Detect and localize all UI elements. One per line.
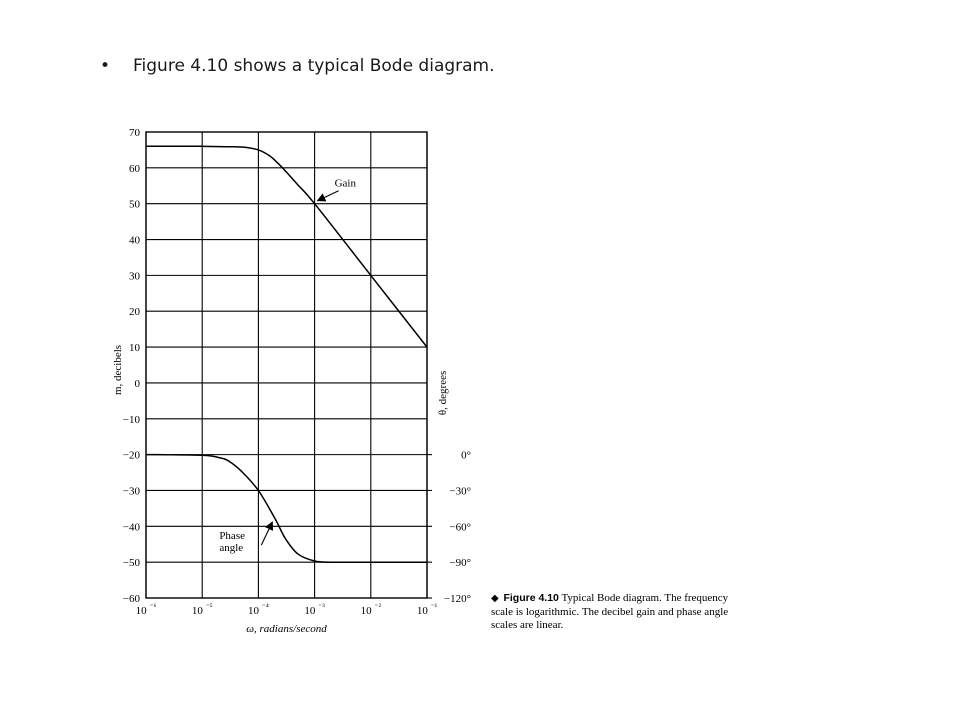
y2-tick-label: 0° — [461, 449, 471, 462]
axes — [146, 132, 432, 598]
phase-angle-curve — [146, 455, 427, 563]
y-tick-label: −10 — [122, 413, 140, 426]
slide-body-text: Figure 4.10 shows a typical Bode diagram. — [133, 56, 495, 76]
y2-axis-title: θ, degrees — [437, 370, 449, 416]
y-tick-label: 20 — [129, 306, 140, 319]
x-tick-label: 10 $^{^{-5}}$ — [191, 602, 213, 617]
y-axis-title: m, decibels — [112, 344, 124, 396]
y-tick-label: 60 — [129, 162, 140, 175]
y-tick-label: 30 — [129, 270, 140, 283]
y2-tick-label: −30° — [449, 485, 471, 498]
caption-marker: ◆ — [491, 593, 499, 604]
y-tick-label: −50 — [122, 557, 140, 570]
y2-tick-label: −60° — [449, 521, 471, 534]
y2-tick-label: −120° — [443, 593, 471, 605]
phase-annotation-label: angle — [219, 542, 244, 555]
x-tick-label: 10 $^{^{-1}}$ — [416, 602, 438, 617]
gain-annotation-arrow — [318, 191, 339, 201]
plot-frame — [146, 132, 427, 598]
y-tick-label: 40 — [129, 234, 140, 247]
series — [146, 146, 427, 562]
x-axis-title: ω, radians/second — [246, 623, 327, 635]
y-tick-label: −40 — [122, 521, 140, 534]
y2-tick-label: −90° — [449, 557, 471, 570]
y-tick-label: −30 — [122, 485, 140, 498]
y-tick-label: −60 — [122, 593, 140, 605]
x-tick-label: 10 $^{^{-4}}$ — [248, 602, 269, 617]
y-tick-label: 50 — [129, 198, 140, 211]
caption-text: Typical Bode diagram. The frequency scale is logarithmic. The decibel gain and phase angle scales are linear. — [491, 592, 729, 631]
y-tick-label: 0 — [134, 377, 140, 390]
y-tick-label: 70 — [129, 127, 140, 139]
phase-annotation-label: Phase — [219, 530, 245, 543]
gain-curve — [146, 146, 427, 347]
phase-annotation-arrow — [261, 522, 272, 545]
bullet-marker: • — [100, 56, 111, 76]
x-tick-label: 10 $^{^{-3}}$ — [304, 602, 325, 617]
x-tick-label: 10 $^{^{-6}}$ — [135, 602, 157, 617]
gain-annotation-label: Gain — [334, 177, 356, 190]
y-tick-label: 10 — [129, 342, 140, 355]
caption-figure-number: Figure 4.10 — [503, 592, 559, 604]
grid — [146, 132, 427, 598]
figure-caption — [491, 592, 741, 633]
x-tick-label: 10 $^{^{-2}}$ — [360, 602, 381, 617]
y-tick-label: −20 — [122, 449, 140, 462]
